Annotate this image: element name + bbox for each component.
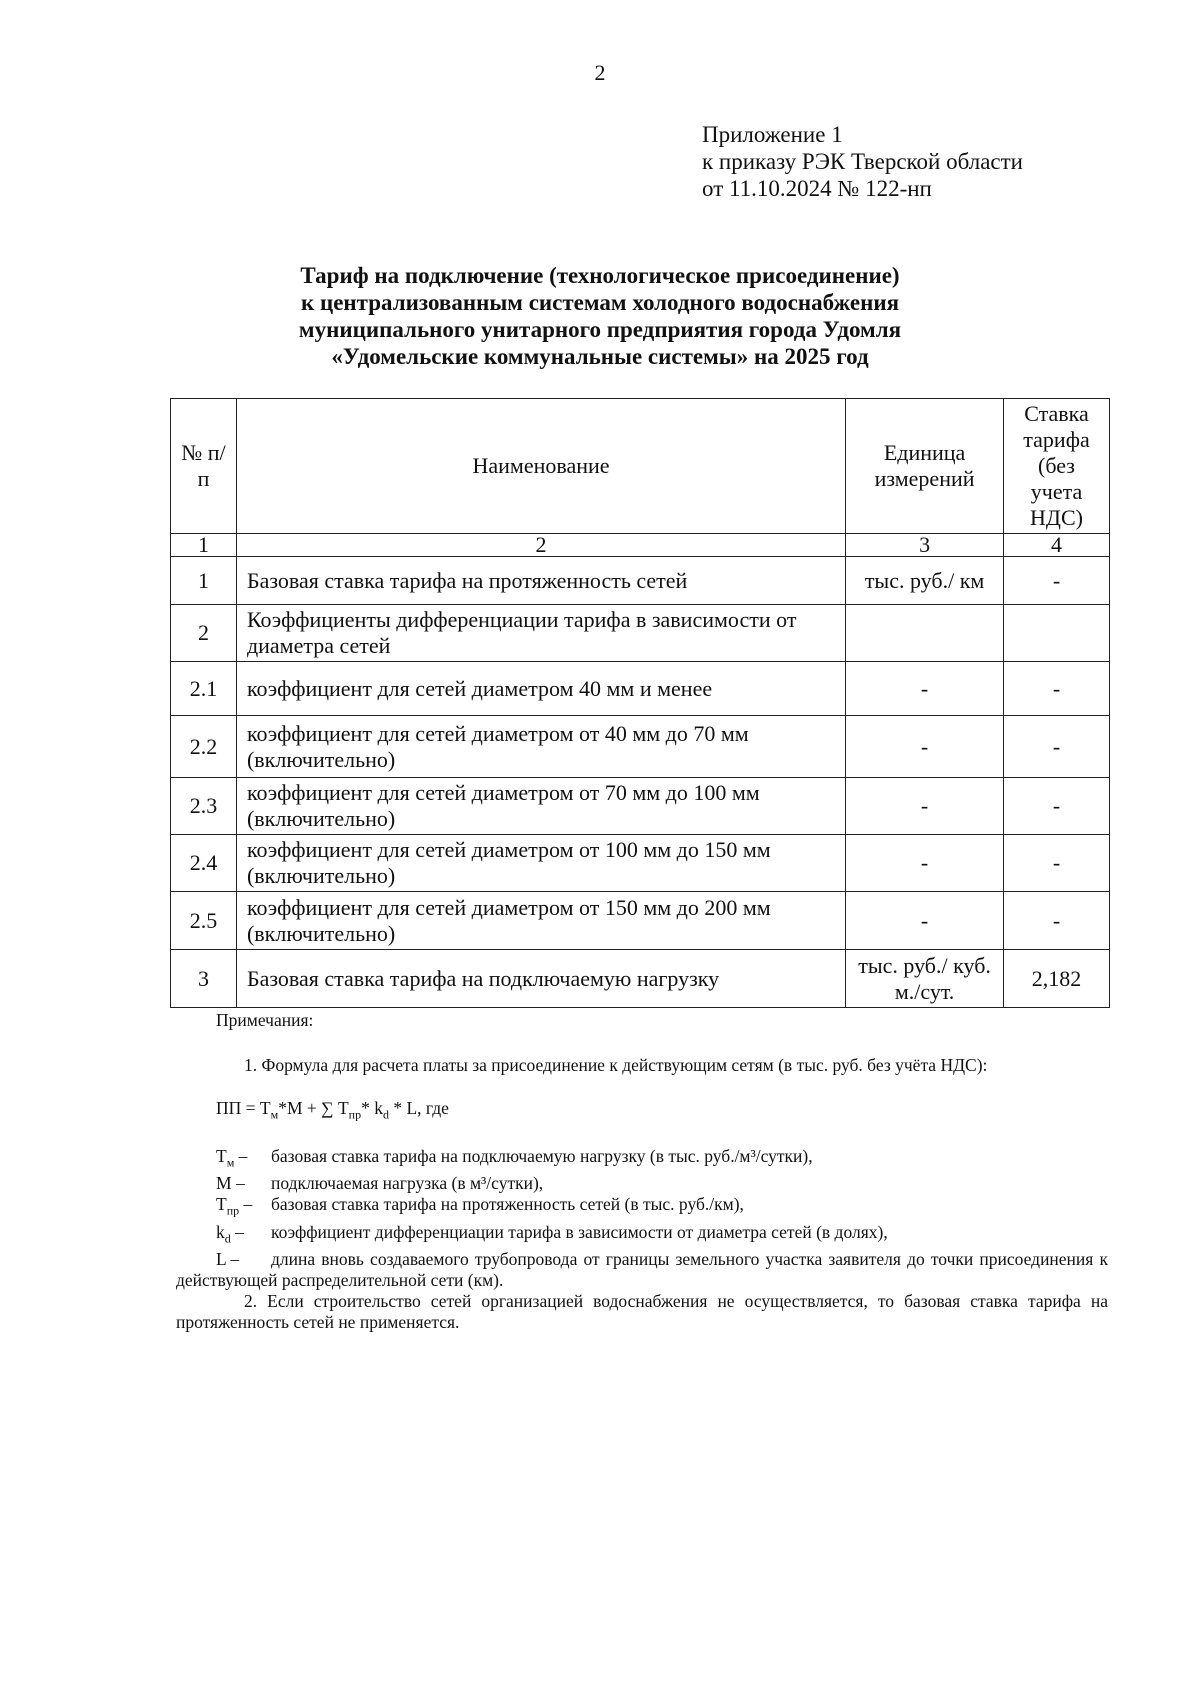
appendix-reference	[702, 121, 1023, 202]
appendix-line-2: к приказу РЭК Тверской области	[702, 149, 1023, 174]
row-rate: -	[1004, 778, 1110, 835]
row-num: 2.3	[171, 778, 237, 835]
table-row	[171, 557, 1110, 605]
row-name: Базовая ставка тарифа на подключаемую нагрузку	[236, 950, 845, 1008]
row-num: 2.1	[171, 662, 237, 716]
row-num: 2.5	[171, 892, 237, 950]
row-num: 2.4	[171, 835, 237, 892]
index-cell: 2	[236, 534, 845, 557]
header-name: Наименование	[236, 399, 845, 534]
formula: ПП = $Т_м*М$ + ∑ $Т_{пр}*$ $k_d$ * L, где	[216, 1098, 449, 1122]
definition-m: М – подключаемая нагрузка (в м³/сутки),	[216, 1173, 544, 1193]
table-index-row	[171, 534, 1110, 557]
appendix-line-3: от 11.10.2024 № 122-нп	[702, 176, 932, 201]
spacer	[176, 1031, 1108, 1055]
title-line-4: «Удомельские коммунальные системы» на 2025 год	[331, 344, 869, 369]
definition-l: L – длина вновь создаваемого трубопровода от границы земельного участка заявителя до точки присоединения к действующей распределительной сети (км).	[176, 1249, 1108, 1290]
row-rate	[1004, 605, 1110, 662]
document-title	[150, 262, 1050, 370]
index-cell: 1	[171, 534, 237, 557]
row-num: 3	[171, 950, 237, 1008]
row-rate: -	[1004, 892, 1110, 950]
row-name: коэффициент для сетей диаметром от 40 мм до 70 мм (включительно)	[236, 716, 845, 778]
tariff-table	[170, 398, 1110, 1008]
row-rate: -	[1004, 662, 1110, 716]
row-name: коэффициент для сетей диаметром от 100 мм до 150 мм (включительно)	[236, 835, 845, 892]
definition-tpr: $Т_{пр}$ – базовая ставка тарифа на протяженность сетей (в тыс. руб./км),	[216, 1194, 744, 1218]
appendix-line-1: Приложение 1	[702, 122, 843, 147]
table-row	[171, 892, 1110, 950]
table-row	[171, 778, 1110, 835]
row-name: коэффициент для сетей диаметром от 150 мм до 200 мм (включительно)	[236, 892, 845, 950]
index-cell: 4	[1004, 534, 1110, 557]
title-line-3: муниципального унитарного предприятия города Удомля	[298, 317, 902, 342]
table-header-row	[171, 399, 1110, 534]
note-2: 2. Если строительство сетей организацией водоснабжения не осуществляется, то базовая ставка тарифа на протяженность сетей не применяется.	[176, 1291, 1108, 1332]
table-row	[171, 835, 1110, 892]
table-row	[171, 716, 1110, 778]
header-unit: Единица измерений	[846, 399, 1004, 534]
title-line-2: к централизованным системам холодного водоснабжения	[300, 290, 900, 315]
row-num: 2	[171, 605, 237, 662]
row-unit: -	[846, 835, 1004, 892]
title-line-1: Тариф на подключение (технологическое присоединение)	[300, 263, 900, 288]
row-unit: -	[846, 778, 1004, 835]
row-num: 2.2	[171, 716, 237, 778]
table-row	[171, 605, 1110, 662]
table-row	[171, 662, 1110, 716]
notes-section	[176, 1010, 1108, 1333]
row-rate: -	[1004, 557, 1110, 605]
row-rate: -	[1004, 835, 1110, 892]
header-rate: Ставка тарифа (без учета НДС)	[1004, 399, 1110, 534]
row-unit	[846, 605, 1004, 662]
row-name: коэффициент для сетей диаметром 40 мм и менее	[236, 662, 845, 716]
row-num: 1	[171, 557, 237, 605]
row-rate: -	[1004, 716, 1110, 778]
notes-title: Примечания:	[216, 1010, 314, 1030]
header-num: № п/п	[171, 399, 237, 534]
page-number: 2	[594, 60, 606, 85]
row-name: коэффициент для сетей диаметром от 70 мм до 100 мм (включительно)	[236, 778, 845, 835]
row-unit: -	[846, 716, 1004, 778]
row-rate: 2,182	[1004, 950, 1110, 1008]
table-row	[171, 950, 1110, 1008]
index-cell: 3	[846, 534, 1004, 557]
spacer	[176, 1126, 1108, 1146]
row-name: Базовая ставка тарифа на протяженность сетей	[236, 557, 845, 605]
definition-tm: $Т_м$ – базовая ставка тарифа на подключаемую нагрузку (в тыс. руб./м³/сутки),	[216, 1145, 813, 1169]
row-unit: -	[846, 892, 1004, 950]
definition-kd: $k_d$ – коэффициент дифференциации тарифа в зависимости от диаметра сетей (в долях),	[216, 1221, 888, 1245]
row-unit: тыс. руб./ км	[846, 557, 1004, 605]
row-name: Коэффициенты дифференциации тарифа в зависимости от диаметра сетей	[236, 605, 845, 662]
spacer	[176, 1076, 1108, 1098]
row-unit: -	[846, 662, 1004, 716]
note-1: 1. Формула для расчета платы за присоединение к действующим сетям (в тыс. руб. без учёта НДС):	[244, 1055, 988, 1075]
row-unit: тыс. руб./ куб. м./сут.	[846, 950, 1004, 1008]
